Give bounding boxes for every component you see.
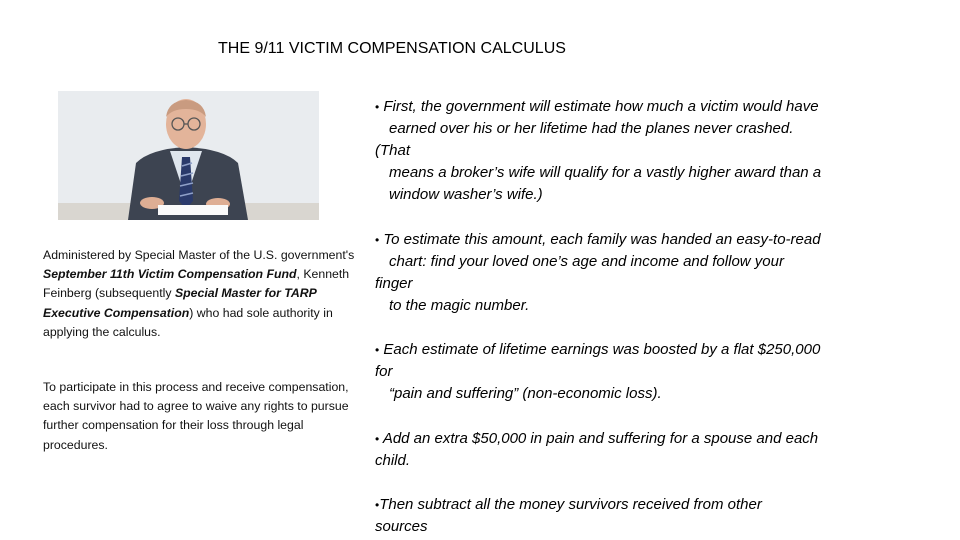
bullet-icon: •	[375, 233, 380, 247]
bullet-text: Then subtract all the money survivors received from other	[379, 496, 762, 513]
bullet-text: Each estimate of lifetime earnings was boosted by a flat $250,000	[379, 341, 821, 358]
bullet-subtract-sources	[375, 494, 915, 538]
left-text: , Kenneth Feinberg (subsequently	[43, 267, 350, 301]
left-paragraph-administration	[43, 246, 368, 342]
photo-man-at-desk	[58, 91, 319, 220]
bullet-icon: •	[375, 432, 380, 446]
bullet-text: earned over his or her lifetime had the planes never crashed.	[389, 120, 794, 137]
bullet-text: (That	[375, 142, 411, 159]
bullet-lifetime-estimate	[375, 96, 915, 206]
bullet-text: Add an extra $50,000 in pain and suffering for a spouse and each	[379, 430, 819, 447]
bullet-text: To estimate this amount, each family was handed an easy-to-read	[379, 231, 821, 248]
bullet-pain-suffering	[375, 339, 915, 405]
slide-title: THE 9/11 VICTIM COMPENSATION CALCULUS	[218, 40, 566, 57]
bullet-spouse-child	[375, 428, 915, 472]
left-bold-fund: September 11th Victim Compensation Fund	[43, 267, 297, 282]
left-paragraph-waiver: To participate in this process and receive compensation, each survivor had to agree to waive any rights to pursue further compensation for their loss through legal procedures.	[43, 380, 349, 452]
bullet-icon: •	[375, 100, 380, 114]
left-text: Administered by Special Master of the U.S. government's	[43, 248, 355, 262]
bullet-icon: •	[375, 498, 380, 512]
bullet-text: chart: find your loved one’s age and income and follow your	[389, 253, 784, 270]
bullet-icon: •	[375, 343, 380, 357]
bullet-chart-estimate	[375, 229, 915, 317]
bullet-text: for	[375, 363, 393, 380]
left-text: ) who had sole authority in applying the calculus.	[43, 305, 333, 339]
bullet-text: finger	[375, 275, 413, 292]
bullet-text: means a broker’s wife will qualify for a vastly higher award than a	[389, 164, 822, 181]
bullet-text: “pain and suffering” (non-economic loss).	[389, 385, 662, 402]
bullet-text: sources	[375, 518, 428, 535]
bullet-text: window washer’s wife.)	[389, 186, 543, 203]
bullet-text: First, the government will estimate how much a victim would have	[379, 98, 819, 115]
left-bold-tarp: Special Master for TARP Executive Compensation	[43, 286, 317, 320]
bullet-text: child.	[375, 452, 411, 469]
bullet-text: to the magic number.	[389, 297, 530, 314]
portrait-image	[58, 91, 319, 220]
